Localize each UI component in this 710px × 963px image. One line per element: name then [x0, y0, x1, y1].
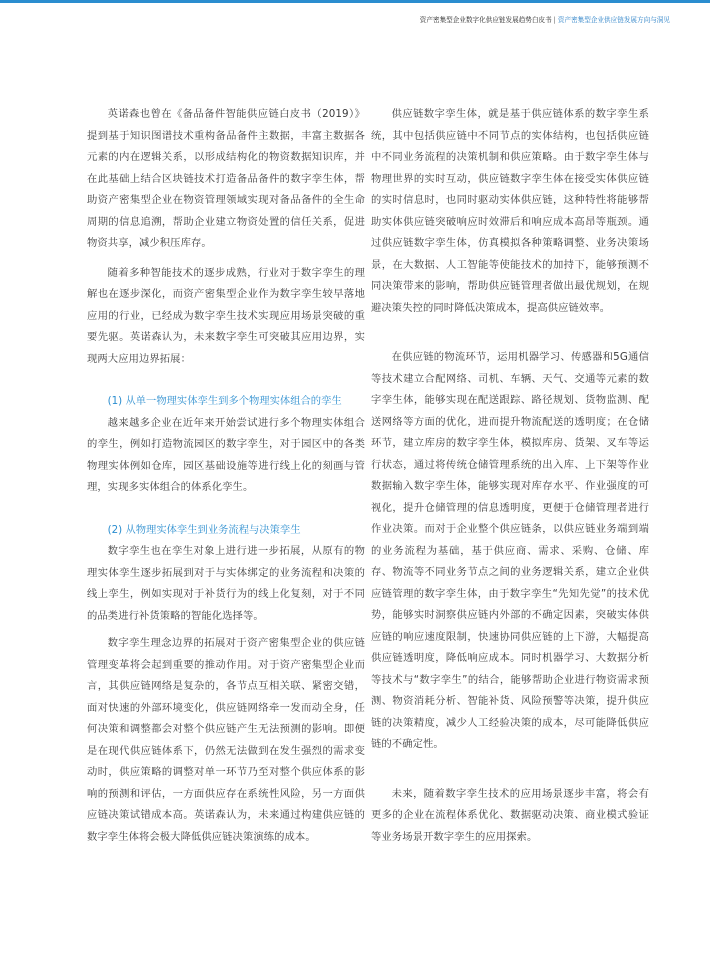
header-title: 资产密集型企业数字化供应链发展趋势白皮书	[419, 16, 552, 24]
paragraph: 供应链数字孪生体，就是基于供应链体系的数字孪生系统，其中包括供应链中不同节点的实体结构，也包括供应链中不同业务流程的决策机制和供应策略。由于数字孪生体与物理世界的实时互动，供应链数字孪生体在接受实体供应链的实时信息时，也同时驱动实体供应链，这种特性将能够帮助实体供应链突破响应时效滞后和响应成本高昂等瓶颈。通过供应链数字孪生体，仿真模拟各种策略调整、业务决策场景，在大数据、人工智能等使能技术的加持下，能够预测不同决策带来的影响，帮助供应链管理者做出最优规划，在规避决策失控的同时降低决策成本，提高供应链效率。	[371, 108, 649, 314]
paragraph: 在供应链的物流环节，运用机器学习、传感器和5G通信等技术建立合配网络、司机、车辆、天气、交通等元素的数字孪生体，能够实现在配送跟踪、路径规划、货物监测、配送网络等方面的优化，进而提升物流配送的透明度；在仓储环节，建立库房的数字孪生体，模拟库房、货架、叉车等运行状态，通过将传统仓储管理系统的出入库、上下架等作业数据输入数字孪生体，能够实现对库存水平、作业强度的可视化，提升仓储管理的信息透明度，更便于仓储管理者进行作业决策。而对于企业整个供应链条，以供应链业务端到端的业务流程为基础，基于供应商、需求、采购、仓储、库存、物流等不同业务节点之间的业务逻辑关系，建立企业供应链管理的数字孪生体，由于数字孪生“先知先觉”的技术优势，能够实时洞察供应链内外部的不确定因素，突破实体供应链的响应速度限制，快速协同供应链的上下游，大幅提高供应链透明度，降低响应成本。同时机器学习、大数据分析等技术与“数字孪生”的结合，能够帮助企业进行物资需求预测、物资消耗分析、智能补货、风险预警等决策，提升供应链的决策精度，减少人工经验决策的成本，尽可能降低供应链的不确定性。	[371, 351, 649, 750]
paragraph: 越来越多企业在近年来开始尝试进行多个物理实体组合的孪生，例如打造物流园区的数字孪生，对于园区中的各类物理实体例如仓库，园区基础设施等进行线上化的刻画与管理，实现多实体组合的体系化孪生。	[87, 416, 365, 493]
running-header	[420, 14, 670, 24]
header-section: 资产密集型企业供应链发展方向与洞见	[557, 16, 670, 24]
right-column	[371, 104, 649, 848]
paragraph: 未来，随着数字孪生技术的应用场景逐步丰富，将会有更多的企业在流程体系优化、数据驱动决策、商业模式验证等业务场景开数字孪生的应用探索。	[371, 787, 649, 843]
paragraph: 数字孪生也在孪生对象上进行进一步拓展，从原有的物理实体孪生逐步拓展到对于与实体绑定的业务流程和决策的线上孪生，例如实现对于补货行为的线上化复刻，对于不同的品类进行补货策略的智能化选择等。	[87, 545, 365, 622]
left-column	[87, 104, 365, 848]
header-accent-line	[0, 0, 710, 3]
paragraph: 数字孪生理念边界的拓展对于资产密集型企业的供应链管理变革将会起到重要的推动作用。对于资产密集型企业而言，其供应链网络是复杂的，各节点互相关联、紧密交错，面对快速的外部环境变化，供应链网络牵一发而动全身，任何决策和调整都会对整个供应链产生无法预测的影响。即便是在现代供应链体系下，仍然无法做到在发生强烈的需求变动时，供应策略的调整对单一环节乃至对整个供应体系的影响的预测和评估，一方面供应存在系统性风险，另一方面供应链决策试错成本高。英诺森认为，未来通过构建供应链的数字孪生体将会极大降低供应链决策演练的成本。	[87, 637, 365, 843]
paragraph: 随着多种智能技术的逐步成熟，行业对于数字孪生的理解也在逐步深化，而资产密集型企业作为数字孪生较早落地应用的行业，已经成为数字孪生技术实现应用场景突破的重要先驱。英诺森认为，未来数字孪生可突破其应用边界，实现两大应用边界拓展：	[87, 266, 365, 365]
subheading: (2) 从物理实体孪生到业务流程与决策孪生	[107, 523, 301, 536]
header-separator: |	[553, 16, 556, 24]
paragraph: 英诺森也曾在《备品备件智能供应链白皮书（2019）》提到基于知识图谱技术重构备品备件主数据，丰富主数据各元素的内在逻辑关系，以形成结构化的物资数据知识库，并在此基础上结合区块链技术打造备品备件的数字孪生体，帮助资产密集型企业在物资管理领域实现对备品备件的全生命周期的信息追溯，帮助企业建立物资处置的信任关系，促进物资共享，减少积压库存。	[87, 108, 365, 249]
subheading: (1) 从单一物理实体孪生到多个物理实体组合的孪生	[107, 395, 342, 407]
